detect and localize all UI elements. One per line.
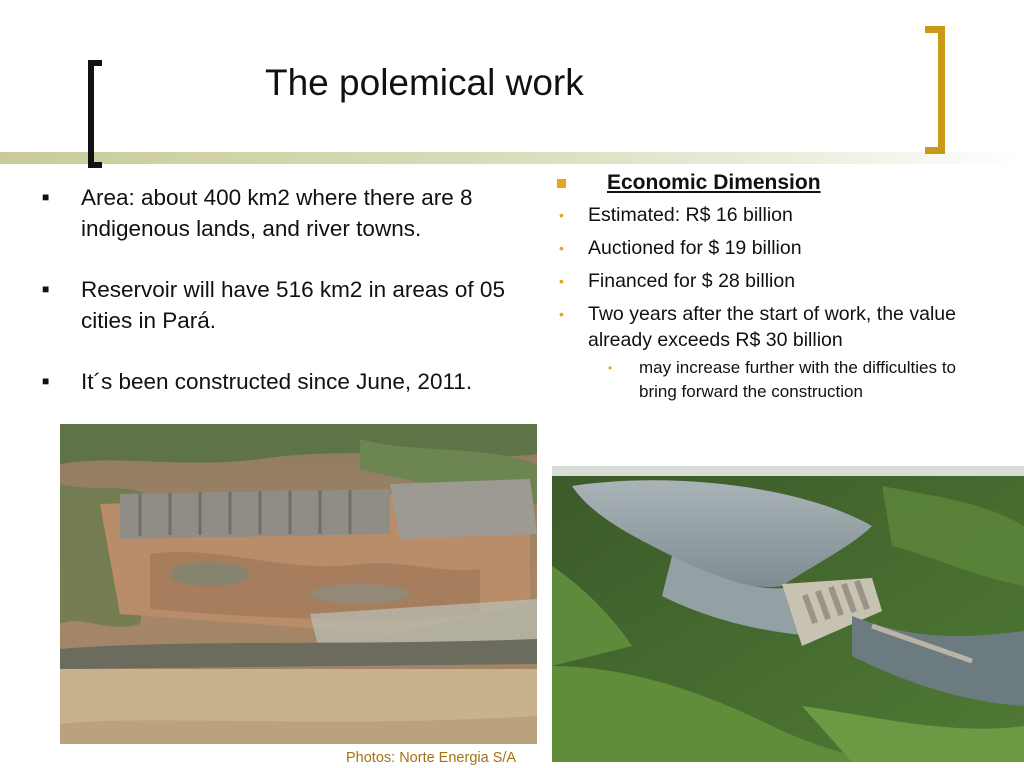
item-text: Two years after the start of work, the value already exceeds R$ 30 billion — [588, 303, 956, 351]
sub-list — [588, 356, 956, 404]
list-item — [40, 366, 535, 397]
bullet-text: Area: about 400 km2 where there are 8 indigenous lands, and river towns. — [81, 185, 473, 241]
economic-dimension-panel — [550, 168, 956, 411]
dot-bullet-icon: • — [559, 207, 564, 223]
square-bullet-icon: ■ — [42, 374, 50, 388]
item-text: Estimated: R$ 16 billion — [588, 204, 793, 226]
dot-bullet-icon: • — [608, 361, 613, 375]
economic-heading — [550, 168, 956, 198]
construction-site-image — [60, 424, 537, 744]
dot-bullet-icon: • — [559, 240, 564, 256]
bullet-text: Reservoir will have 516 km2 in areas of 05 cities in Pará. — [81, 277, 505, 333]
left-bullet-list — [40, 182, 535, 427]
heading-text: Economic Dimension — [607, 171, 821, 194]
list-item — [550, 235, 956, 261]
slide-title: The polemical work — [265, 62, 584, 103]
list-item — [550, 301, 956, 404]
dam-rendering-photo — [552, 466, 1024, 762]
left-bracket-decoration — [88, 60, 102, 168]
economic-list — [550, 202, 956, 404]
sub-list-item — [588, 356, 956, 404]
dam-rendering-image — [552, 466, 1024, 762]
square-bullet-icon — [557, 179, 566, 188]
right-bracket-decoration — [925, 26, 945, 154]
square-bullet-icon: ■ — [42, 282, 50, 296]
item-text: Auctioned for $ 19 billion — [588, 237, 802, 259]
sub-item-text: may increase further with the difficulties to bring forward the construction — [639, 358, 956, 401]
construction-site-photo — [60, 424, 537, 744]
header-band — [0, 152, 1024, 164]
item-text: Financed for $ 28 billion — [588, 270, 796, 292]
square-bullet-icon: ■ — [42, 190, 50, 204]
list-item — [550, 268, 956, 294]
list-item — [40, 182, 535, 244]
dot-bullet-icon: • — [559, 273, 564, 289]
list-item — [550, 202, 956, 228]
list-item — [40, 274, 535, 336]
dot-bullet-icon: • — [559, 306, 564, 322]
photo-caption: Photos: Norte Energia S/A — [346, 750, 517, 766]
bullet-text: It´s been constructed since June, 2011. — [81, 369, 473, 394]
